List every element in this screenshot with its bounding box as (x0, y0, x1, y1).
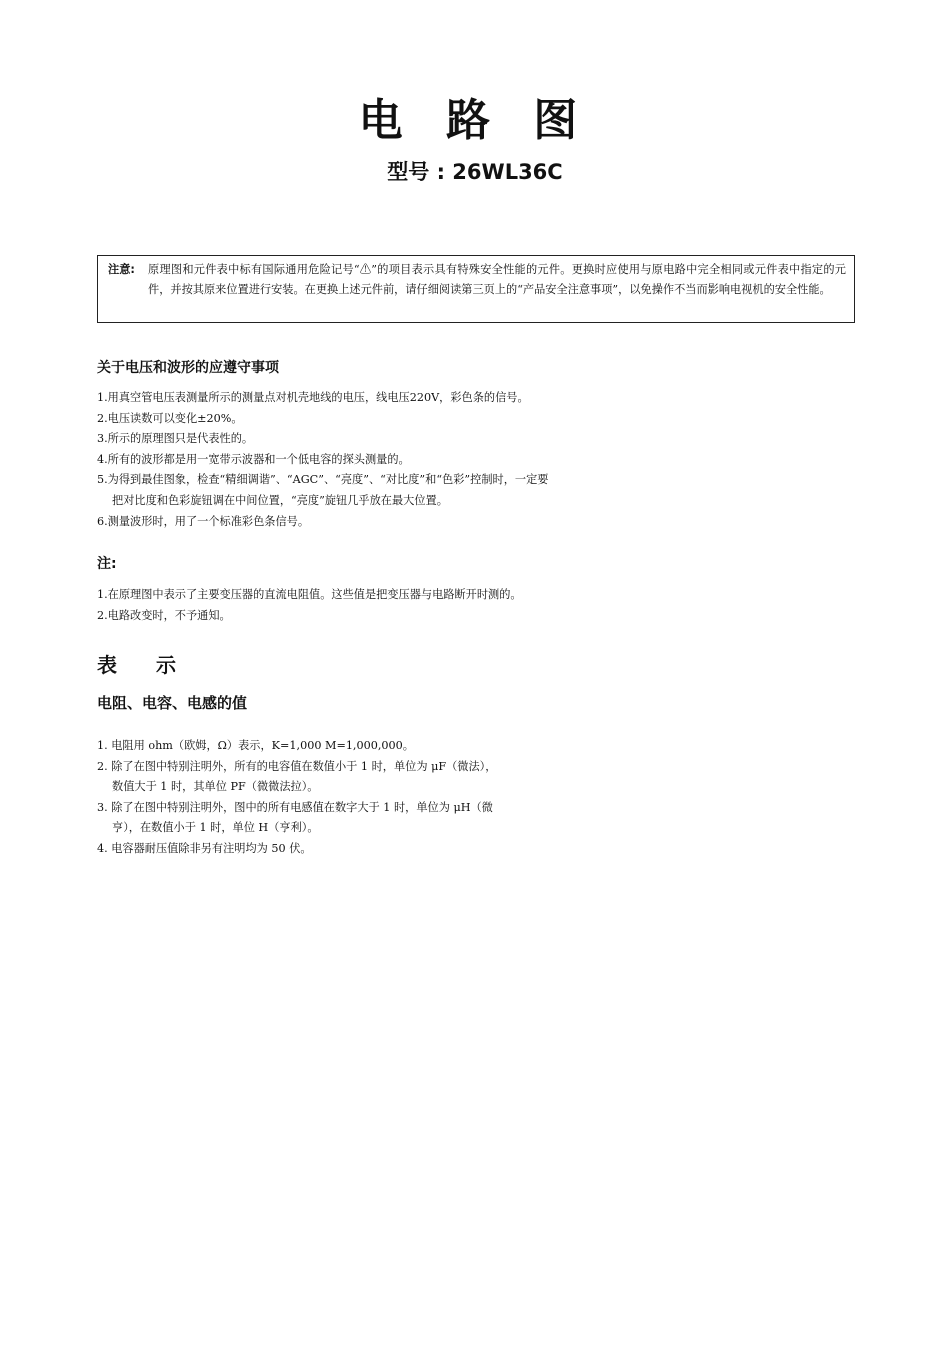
list-item-continuation: 把对比度和色彩旋钮调在中间位置，“亮度”旋钮几乎放在最大位置。 (112, 493, 448, 507)
safety-notice-box (97, 255, 855, 323)
display-section-heading: 表 示 (97, 653, 192, 677)
list-item: 4.所有的波形都是用一宽带示波器和一个低电容的探头测量的。 (97, 452, 410, 466)
list-item: 4. 电容器耐压值除非另有注明均为 50 伏。 (97, 841, 312, 855)
component-values-subheading: 电阻、电容、电感的值 (97, 694, 248, 712)
model-number: 型号 : 26WL36C (387, 160, 563, 184)
list-item: 6.测量波形时，用了一个标准彩色条信号。 (97, 514, 310, 528)
list-item: 1. 电阻用 ohm（欧姆，Ω）表示，K=1,000 M=1,000,000。 (97, 739, 414, 752)
note-list (97, 585, 522, 626)
voltage-notes-list (97, 388, 548, 532)
list-item-continuation: 数值大于 1 时，其单位 PF（微微法拉）。 (112, 780, 319, 794)
list-item: 2.电路改变时，不予通知。 (97, 608, 231, 622)
voltage-section-heading: 关于电压和波形的应遵守事项 (97, 360, 279, 376)
notice-label: 注意: (108, 263, 135, 276)
notice-text: 原理图和元件表中标有国际通用危险记号“⚠”的项目表示具有特殊安全性能的元件。更换时应使用与原电路中完全相同或元件表中指定的元件，并按其原来位置进行安装。在更换上述元件前，请仔细阅读第三页上的“产品安全注意事项”，以免操作不当而影响电视机的安全性能。 (148, 263, 846, 296)
list-item-continuation: 亨），在数值小于 1 时，单位 H（亨利）。 (112, 821, 319, 835)
component-values-list (97, 736, 496, 860)
list-item: 1.用真空管电压表测量所示的测量点对机壳地线的电压，线电压220V，彩色条的信号。 (97, 391, 529, 404)
page-title: 电 路 图 (358, 95, 592, 146)
list-item: 3. 除了在图中特别注明外，图中的所有电感值在数字大于 1 时，单位为 μH（微 (97, 800, 493, 814)
list-item: 1.在原理图中表示了主要变压器的直流电阻值。这些值是把变压器与电路断开时测的。 (97, 588, 522, 601)
list-item: 2.电压读数可以变化±20%。 (97, 411, 243, 425)
list-item: 2. 除了在图中特别注明外，所有的电容值在数值小于 1 时，单位为 μF（微法）， (97, 759, 497, 773)
list-item: 3.所示的原理图只是代表性的。 (97, 432, 254, 446)
list-item: 5.为得到最佳图象，检查“精细调谐”、“AGC”、“亮度”、“对比度”和“色彩”控制时，一定要 (97, 473, 549, 487)
note-section-heading: 注: (97, 556, 117, 572)
